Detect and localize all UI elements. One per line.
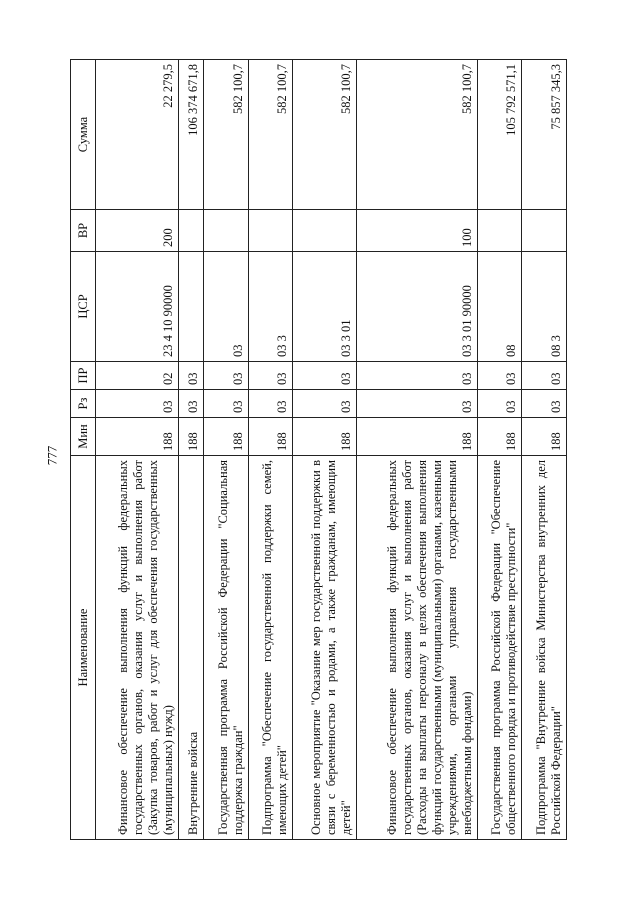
cell-sum: 582 100,7 xyxy=(204,60,249,210)
header-min: Мин xyxy=(71,418,96,456)
cell-pr: 03 xyxy=(204,362,249,390)
cell-name: Государственная программа Российской Федерации "Обеспечение общественного порядка и противодействие преступности" xyxy=(477,456,522,840)
table-row xyxy=(248,60,293,840)
cell-csr: 03 xyxy=(204,252,249,362)
cell-csr xyxy=(178,252,203,362)
header-sum: Сумма xyxy=(71,60,96,210)
cell-min: 188 xyxy=(477,418,522,456)
cell-min: 188 xyxy=(248,418,293,456)
table-row xyxy=(356,60,477,840)
budget-table xyxy=(70,59,567,840)
cell-rz: 03 xyxy=(356,390,477,418)
header-rz: Рз xyxy=(71,390,96,418)
cell-min: 188 xyxy=(356,418,477,456)
cell-min: 188 xyxy=(293,418,357,456)
cell-vr xyxy=(477,210,522,252)
cell-csr: 23 4 10 90000 xyxy=(96,252,179,362)
cell-vr: 200 xyxy=(96,210,179,252)
table-row xyxy=(204,60,249,840)
cell-rz: 03 xyxy=(522,390,567,418)
cell-vr xyxy=(178,210,203,252)
cell-min: 188 xyxy=(522,418,567,456)
cell-sum: 105 792 571,1 xyxy=(477,60,522,210)
cell-vr xyxy=(293,210,357,252)
cell-pr: 03 xyxy=(293,362,357,390)
table-row xyxy=(293,60,357,840)
header-pr: ПР xyxy=(71,362,96,390)
cell-min: 188 xyxy=(178,418,203,456)
header-vr: ВР xyxy=(71,210,96,252)
cell-csr: 03 3 xyxy=(248,252,293,362)
table-row xyxy=(477,60,522,840)
header-row xyxy=(71,60,96,840)
cell-sum: 582 100,7 xyxy=(293,60,357,210)
cell-sum: 75 857 345,3 xyxy=(522,60,567,210)
table-row xyxy=(96,60,179,840)
cell-vr xyxy=(522,210,567,252)
cell-sum: 106 374 671,8 xyxy=(178,60,203,210)
cell-pr: 03 xyxy=(178,362,203,390)
table-row xyxy=(522,60,567,840)
cell-sum: 22 279,5 xyxy=(96,60,179,210)
page-number: 777 xyxy=(44,445,60,465)
cell-name: Государственная программа Российской Федерации "Социальная поддержка граждан" xyxy=(204,456,249,840)
rotated-table-wrapper xyxy=(70,60,567,840)
cell-rz: 03 xyxy=(96,390,179,418)
cell-pr: 03 xyxy=(248,362,293,390)
cell-csr: 08 xyxy=(477,252,522,362)
cell-rz: 03 xyxy=(477,390,522,418)
cell-rz: 03 xyxy=(293,390,357,418)
cell-vr xyxy=(204,210,249,252)
table-header xyxy=(71,60,96,840)
cell-vr xyxy=(248,210,293,252)
cell-rz: 03 xyxy=(178,390,203,418)
cell-csr: 03 3 01 90000 xyxy=(356,252,477,362)
table-body xyxy=(96,60,567,840)
cell-sum: 582 100,7 xyxy=(248,60,293,210)
cell-rz: 03 xyxy=(248,390,293,418)
header-name: Наименование xyxy=(71,456,96,840)
cell-name: Подпрограмма "Обеспечение государственной поддержки семей, имеющих детей" xyxy=(248,456,293,840)
cell-name: Основное мероприятие "Оказание мер государственной поддержки в связи с беременностью и родами, а также гражданам, имеющим детей" xyxy=(293,456,357,840)
cell-pr: 03 xyxy=(477,362,522,390)
cell-name: Финансовое обеспечение выполнения функций федеральных государственных органов, оказания услуг и выполнения работ (Закупка товаров, работ и услуг для обеспечения государственных (муниципальных) нужд) xyxy=(96,456,179,840)
cell-vr: 100 xyxy=(356,210,477,252)
cell-name: Внутренние войска xyxy=(178,456,203,840)
cell-sum: 582 100,7 xyxy=(356,60,477,210)
cell-min: 188 xyxy=(96,418,179,456)
cell-csr: 03 3 01 xyxy=(293,252,357,362)
cell-csr: 08 3 xyxy=(522,252,567,362)
cell-min: 188 xyxy=(204,418,249,456)
cell-name: Финансовое обеспечение выполнения функций федеральных государственных органов, оказания услуг и выполнения работ (Расходы на выплаты персоналу в целях обеспечения выполнения функций государственными (муниципальными) органами, казенными учреждениями, органами управления государственными внебюджетными фондами) xyxy=(356,456,477,840)
cell-pr: 03 xyxy=(522,362,567,390)
cell-rz: 03 xyxy=(204,390,249,418)
cell-pr: 03 xyxy=(356,362,477,390)
cell-pr: 02 xyxy=(96,362,179,390)
cell-name: Подпрограмма "Внутренние войска Министерства внутренних дел Российской Федерации" xyxy=(522,456,567,840)
table-row xyxy=(178,60,203,840)
header-csr: ЦСР xyxy=(71,252,96,362)
